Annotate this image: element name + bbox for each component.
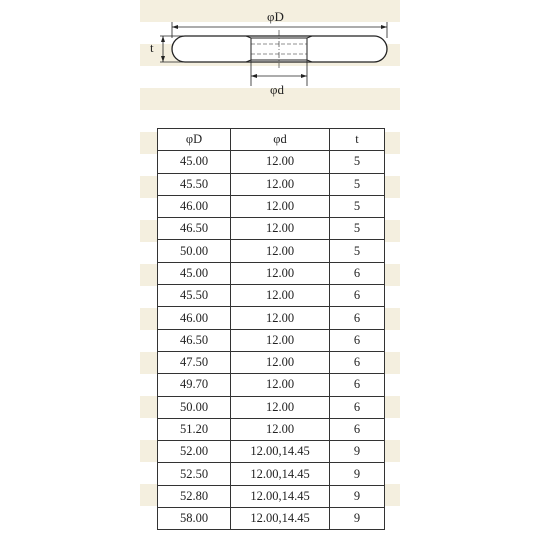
spec-table: [157, 128, 385, 530]
cell-thickness: 9: [330, 463, 385, 485]
cell-bore-diameter: 12.00: [231, 240, 330, 262]
cell-thickness: 9: [330, 485, 385, 507]
cell-bore-diameter: 12.00: [231, 329, 330, 351]
table-row: [158, 240, 385, 262]
table-header-row: [158, 129, 385, 151]
header-bore-diameter: φd: [231, 129, 330, 151]
cell-thickness: 6: [330, 396, 385, 418]
table-row: [158, 396, 385, 418]
cell-bore-diameter: 12.00,14.45: [231, 463, 330, 485]
cell-thickness: 6: [330, 351, 385, 373]
cell-outer-diameter: 50.00: [158, 396, 231, 418]
cell-bore-diameter: 12.00: [231, 151, 330, 173]
thickness-label: t: [150, 40, 154, 55]
cell-bore-diameter: 12.00: [231, 307, 330, 329]
cell-outer-diameter: 52.80: [158, 485, 231, 507]
cell-thickness: 6: [330, 418, 385, 440]
table-row: [158, 262, 385, 284]
cell-outer-diameter: 46.50: [158, 218, 231, 240]
cell-outer-diameter: 45.00: [158, 262, 231, 284]
table-row: [158, 173, 385, 195]
cell-outer-diameter: 45.50: [158, 173, 231, 195]
cell-thickness: 5: [330, 218, 385, 240]
table-row: [158, 463, 385, 485]
cell-outer-diameter: 46.50: [158, 329, 231, 351]
table-row: [158, 218, 385, 240]
cell-thickness: 6: [330, 262, 385, 284]
table-row: [158, 441, 385, 463]
cell-outer-diameter: 58.00: [158, 508, 231, 530]
cell-outer-diameter: 49.70: [158, 374, 231, 396]
cell-outer-diameter: 51.20: [158, 418, 231, 440]
cell-thickness: 9: [330, 508, 385, 530]
cell-bore-diameter: 12.00,14.45: [231, 485, 330, 507]
cell-thickness: 6: [330, 285, 385, 307]
table-row: [158, 418, 385, 440]
table-row: [158, 374, 385, 396]
cell-outer-diameter: 46.00: [158, 195, 231, 217]
cell-bore-diameter: 12.00: [231, 285, 330, 307]
cell-outer-diameter: 45.50: [158, 285, 231, 307]
cell-outer-diameter: 52.50: [158, 463, 231, 485]
table-row: [158, 485, 385, 507]
table-row: [158, 285, 385, 307]
cell-thickness: 5: [330, 173, 385, 195]
cell-thickness: 5: [330, 195, 385, 217]
cell-thickness: 9: [330, 441, 385, 463]
header-thickness: t: [330, 129, 385, 151]
bore-diameter-label: φd: [270, 82, 285, 97]
cell-thickness: 6: [330, 374, 385, 396]
cell-bore-diameter: 12.00: [231, 396, 330, 418]
outer-diameter-label: φD: [267, 9, 284, 24]
cell-bore-diameter: 12.00: [231, 173, 330, 195]
cell-thickness: 5: [330, 151, 385, 173]
table-row: [158, 151, 385, 173]
cell-outer-diameter: 50.00: [158, 240, 231, 262]
cell-bore-diameter: 12.00: [231, 374, 330, 396]
cell-outer-diameter: 46.00: [158, 307, 231, 329]
table-row: [158, 508, 385, 530]
cell-thickness: 6: [330, 307, 385, 329]
cell-outer-diameter: 47.50: [158, 351, 231, 373]
cell-bore-diameter: 12.00: [231, 218, 330, 240]
cell-bore-diameter: 12.00: [231, 418, 330, 440]
cell-bore-diameter: 12.00,14.45: [231, 508, 330, 530]
table-row: [158, 195, 385, 217]
header-outer-diameter: φD: [158, 129, 231, 151]
cell-bore-diameter: 12.00: [231, 351, 330, 373]
cell-bore-diameter: 12.00: [231, 262, 330, 284]
cell-outer-diameter: 52.00: [158, 441, 231, 463]
cell-thickness: 6: [330, 329, 385, 351]
cell-outer-diameter: 45.00: [158, 151, 231, 173]
table-row: [158, 329, 385, 351]
table-row: [158, 307, 385, 329]
cell-bore-diameter: 12.00,14.45: [231, 441, 330, 463]
cell-thickness: 5: [330, 240, 385, 262]
cell-bore-diameter: 12.00: [231, 195, 330, 217]
table-row: [158, 351, 385, 373]
